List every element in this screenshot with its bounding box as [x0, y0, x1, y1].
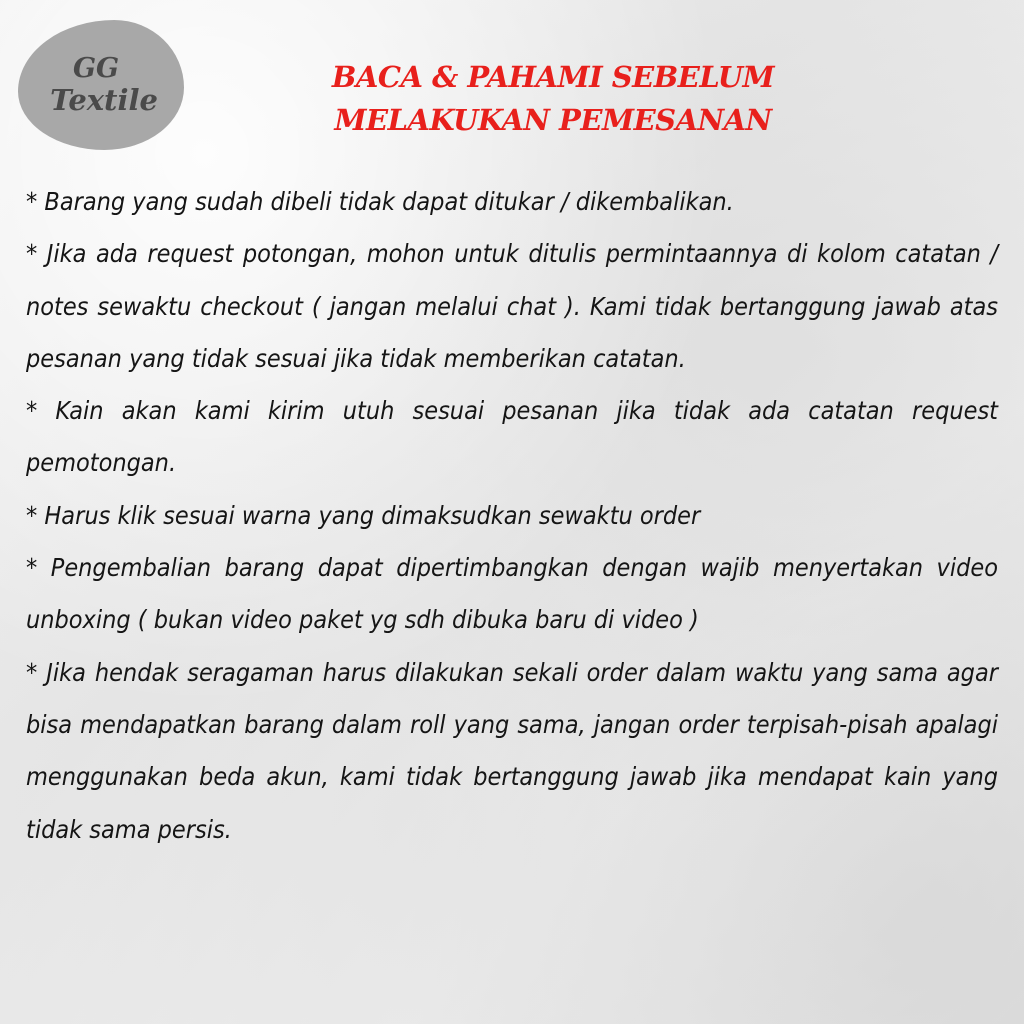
rule-item-unboxing-video: * Pengembalian barang dapat dipertimbangkan dengan wajib menyertakan video unboxing ( bukan video paket yg sdh dibuka baru di video )	[26, 553, 998, 635]
rules-list	[26, 176, 998, 856]
rule-item-no-return: * Barang yang sudah dibeli tidak dapat ditukar / dikembalikan.	[26, 187, 734, 216]
rule-item-cut-request: * Jika ada request potongan, mohon untuk ditulis permintaannya di kolom catatan / notes sewaktu checkout ( jangan melalui chat ). Kami tidak bertanggung jawab atas pesanan yang tidak sesuai jika tidak memberikan catatan.	[26, 239, 998, 373]
logo-badge	[18, 20, 184, 150]
rule-item-color-select: * Harus klik sesuai warna yang dimaksudkan sewaktu order	[26, 500, 701, 530]
logo-text-textile: Textile	[50, 82, 158, 117]
logo-text-gg: GG	[72, 52, 120, 84]
rule-item-uniform-order: * Jika hendak seragaman harus dilakukan sekali order dalam waktu yang sama agar bisa mendapatkan barang dalam roll yang sama, jangan order terpisah-pisah apalagi menggunakan beda akun, kami tidak bertanggung jawab jika mendapat kain yang tidak sama persis.	[26, 657, 998, 844]
rule-item-whole-fabric: * Kain akan kami kirim utuh sesuai pesanan jika tidak ada catatan request pemotongan.	[26, 396, 998, 478]
title-line-1: BACA & PAHAMI SEBELUM	[331, 60, 775, 94]
page-title	[228, 56, 878, 142]
title-line-2: MELAKUKAN PEMESANAN	[334, 103, 772, 137]
